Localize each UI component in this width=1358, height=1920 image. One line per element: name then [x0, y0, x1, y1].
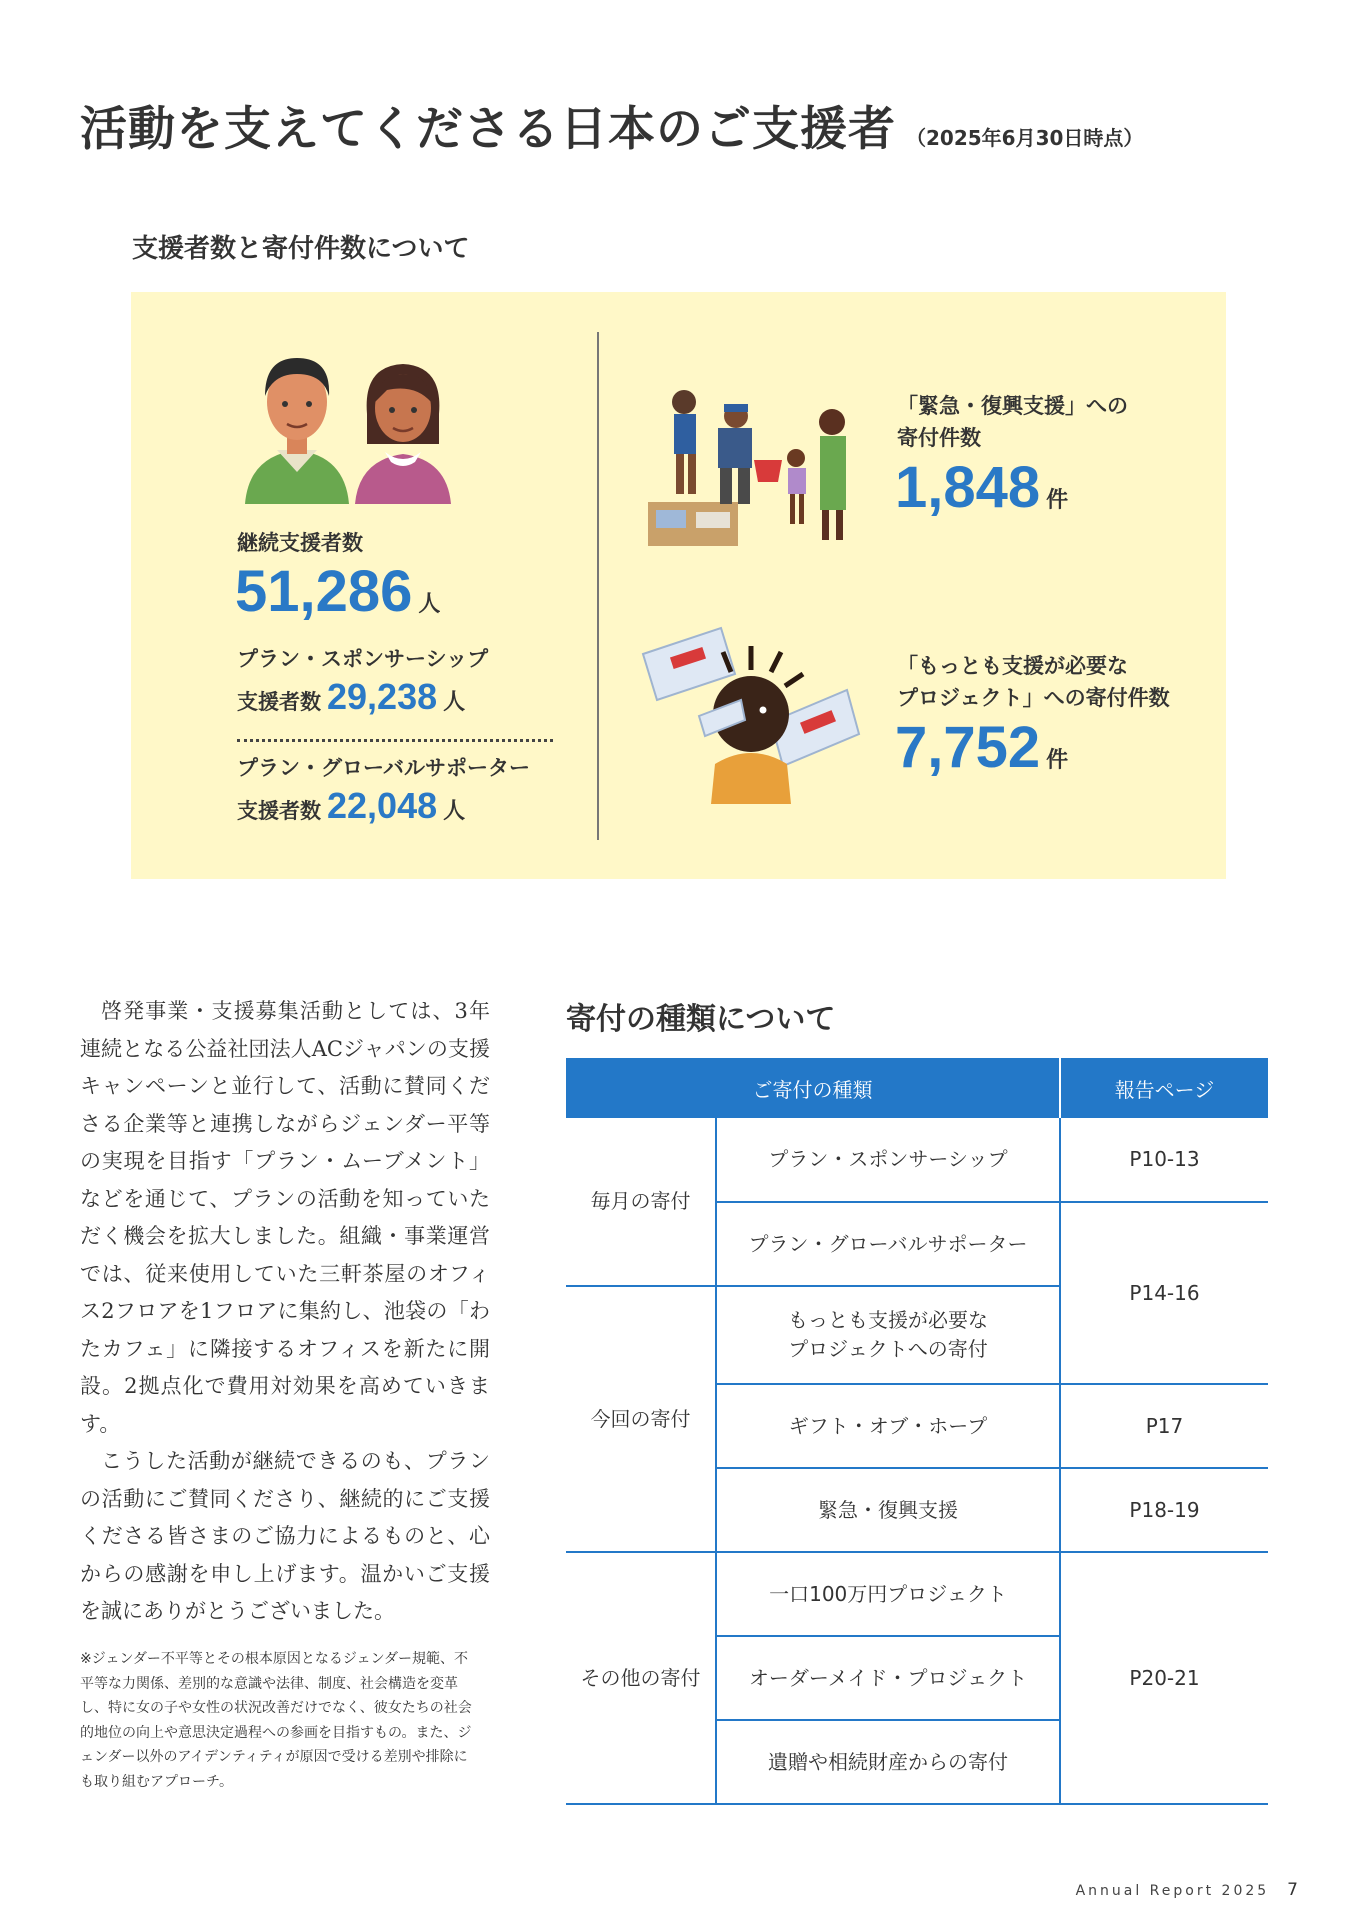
dotted-divider [237, 739, 553, 742]
type-cell [716, 1286, 1060, 1384]
type-cell: 一口100万円プロジェクト [716, 1552, 1060, 1636]
most-needed-label-2: プロジェクト」への寄付件数 [897, 686, 1170, 710]
type-cell: プラン・グローバルサポーター [716, 1202, 1060, 1286]
title-text: 活動を支えてくださる日本のご支援者 [80, 102, 896, 157]
type-cell: プラン・スポンサーシップ [716, 1118, 1060, 1202]
category-monthly: 毎月の寄付 [566, 1118, 716, 1286]
global-stat [237, 785, 465, 827]
global-unit: 人 [443, 799, 466, 824]
sponsorship-label: プラン・スポンサーシップ [237, 647, 489, 671]
continuing-stat [235, 558, 440, 625]
col-header-page: 報告ページ [1060, 1058, 1268, 1118]
body-text [80, 993, 490, 1631]
stats-panel [131, 292, 1226, 879]
page-cell: P18-19 [1060, 1468, 1268, 1552]
body-paragraph-2: こうした活動が継続できるのも、プランの活動にご賛同くださり、継続的にご支援くださる皆さまのご協力によるものと、心からの感謝を申し上げます。温かいご支援を誠にありがとうございました。 [80, 1449, 490, 1623]
sponsorship-stat [237, 676, 465, 718]
footer [1076, 1880, 1298, 1900]
table-header-row [566, 1058, 1268, 1118]
emergency-label-2: 寄付件数 [897, 426, 981, 450]
col-header-type: ご寄付の種類 [566, 1058, 1060, 1118]
stats-heading: 支援者数と寄付件数について [132, 234, 470, 264]
footnote: ※ジェンダー不平等とその根本原因となるジェンダー規範、不平等な力関係、差別的な意識や法律、制度、社会構造を変革し、特に女の子や女性の状況改善だけでなく、彼女たちの社会的地位の向上や意思決定過程への参画を目指すもの。また、ジェンダー以外のアイデンティティが原因で受ける差別や排除にも取り組むアプローチ。 [80, 1651, 472, 1790]
date-note: （2025年6月30日時点） [906, 126, 1144, 150]
supporters-illustration [239, 344, 459, 504]
body-paragraph-1: 啓発事業・支援募集活動としては、3年連続となる公益社団法人ACジャパンの支援キャンペーンと並行して、活動に賛同くださる企業等と連携しながらジェンダー平等の実現を目指す「プラン・ムーブメント」などを通じて、プランの活動を知っていただく機会を拡大しました。組織・事業運営では、従来使用していた三軒茶屋のオフィス2フロアを1フロアに集約し、池袋の「わたカフェ」に隣接するオフィスを新たに開設。2拠点化で費用対効果を高めていきます。 [80, 999, 490, 1436]
global-value: 22,048 [327, 785, 438, 826]
type-cell: ギフト・オブ・ホープ [716, 1384, 1060, 1468]
global-label-2: 支援者数 [237, 799, 321, 823]
sponsorship-value: 29,238 [327, 676, 438, 717]
page-cell: P14-16 [1060, 1202, 1268, 1384]
most-needed-value: 7,752 [895, 715, 1041, 780]
global-label: プラン・グローバルサポーター [237, 756, 530, 780]
sponsorship-unit: 人 [443, 690, 466, 715]
donation-heading: 寄付の種類について [566, 1002, 836, 1037]
donation-types-table [566, 1058, 1268, 1805]
emergency-label: 「緊急・復興支援」への [897, 394, 1128, 418]
page-title [80, 92, 1143, 159]
continuing-value: 51,286 [235, 559, 413, 624]
panel-divider [597, 332, 599, 840]
emergency-aid-illustration [646, 372, 866, 552]
type-line: もっとも支援が必要な [788, 1308, 988, 1332]
emergency-stat [895, 454, 1068, 521]
page-cell: P10-13 [1060, 1118, 1268, 1202]
page-cell: P20-21 [1060, 1552, 1268, 1804]
emergency-value: 1,848 [895, 455, 1041, 520]
table-row [566, 1118, 1268, 1202]
category-other: その他の寄付 [566, 1552, 716, 1804]
page-cell: P17 [1060, 1384, 1268, 1468]
sponsorship-label-2: 支援者数 [237, 690, 321, 714]
type-line: プロジェクトへの寄付 [788, 1337, 988, 1361]
most-needed-label: 「もっとも支援が必要な [897, 654, 1128, 678]
type-cell: オーダーメイド・プロジェクト [716, 1636, 1060, 1720]
most-needed-stat [895, 714, 1068, 781]
continuing-label: 継続支援者数 [237, 531, 363, 555]
child-food-illustration [641, 624, 861, 804]
emergency-unit: 件 [1046, 488, 1069, 513]
table-row [566, 1552, 1268, 1636]
most-needed-unit: 件 [1046, 748, 1069, 773]
continuing-unit: 人 [418, 592, 441, 617]
category-once: 今回の寄付 [566, 1286, 716, 1552]
footer-text: Annual Report 2025 [1075, 1883, 1270, 1899]
type-cell: 遺贈や相続財産からの寄付 [716, 1720, 1060, 1804]
page-number: 7 [1287, 1880, 1298, 1900]
type-cell: 緊急・復興支援 [716, 1468, 1060, 1552]
